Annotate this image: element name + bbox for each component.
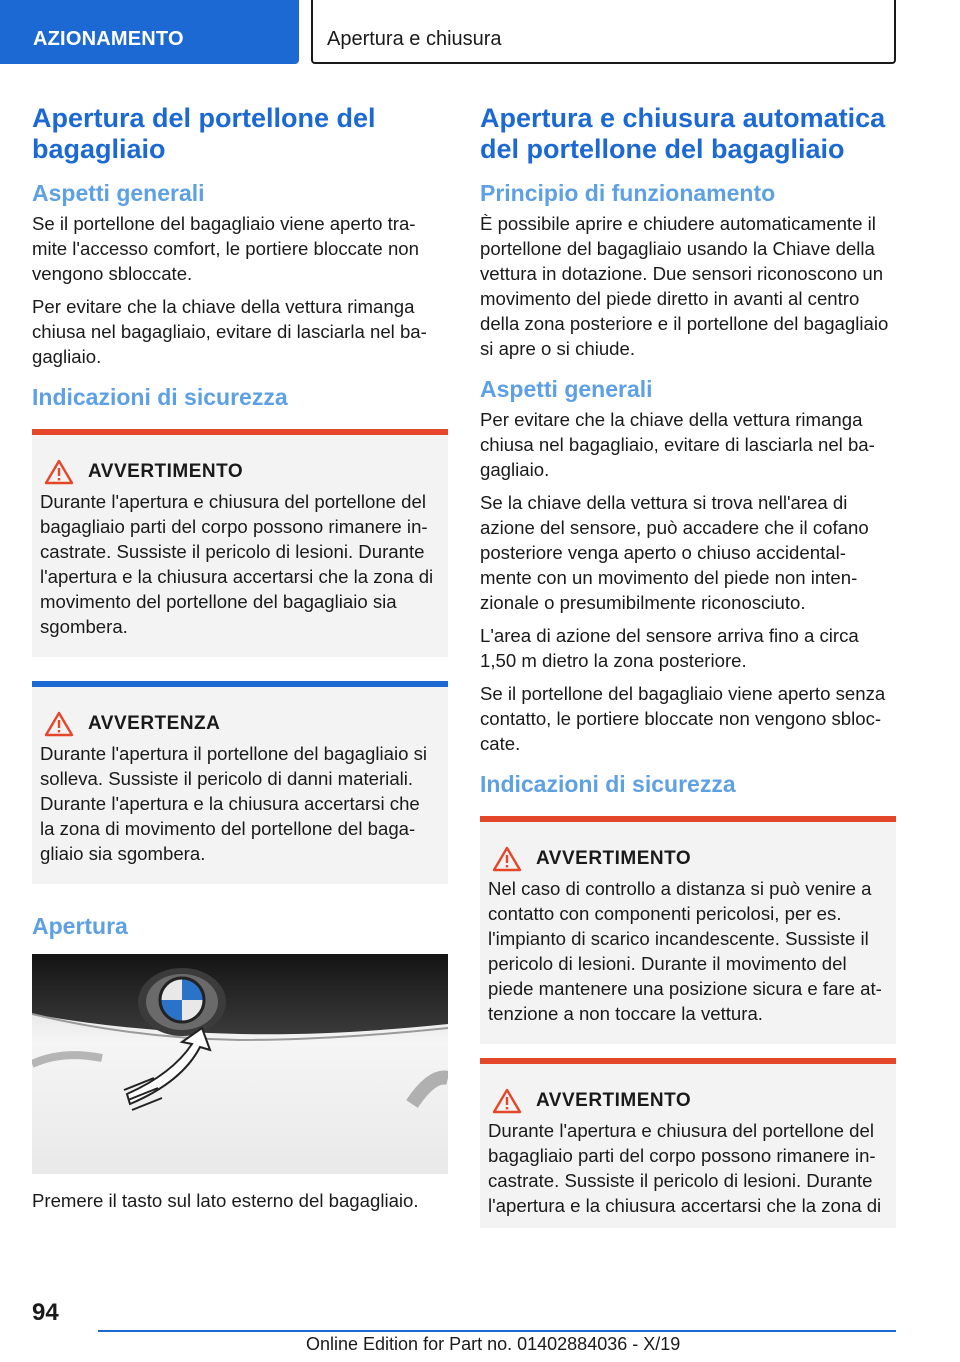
warning-text: Nel caso di controllo a distanza si può venire a contatto con componenti pericolosi, per es. l'impianto di scarico incandescente. Sussiste il pericolo di lesioni. Durante il movimento del piede mantenere una posizione sicura e fare at-tenzione a non toccare la vettura. — [488, 878, 882, 1024]
trunk-photo-illustration — [32, 954, 448, 1174]
section-label: AZIONAMENTO — [33, 28, 184, 50]
warning-title: AVVERTIMENTO — [88, 461, 244, 482]
right-general-paragraph-1: Per evitare che la chiave della vettura rimanga chiusa nel bagagliaio, evitare di lasciarla nel ba-gagliaio. — [480, 409, 875, 480]
caution-title-row — [40, 711, 436, 737]
warning-triangle-icon — [44, 459, 74, 485]
right-general-paragraph-3: L'area di azione del sensore arriva fino a circa 1,50 m dietro la zona posteriore. — [480, 625, 859, 671]
right-general-paragraph-4: Se il portellone del bagagliaio viene aperto senza contatto, le portiere bloccate non vengono sbloc-cate. — [480, 683, 886, 754]
section-tab — [0, 0, 299, 64]
warning-title: AVVERTIMENTO — [536, 848, 692, 869]
warning-box — [480, 816, 896, 1044]
left-general-heading: Aspetti generali — [32, 180, 205, 206]
page-number: 94 — [32, 1299, 59, 1326]
footer-divider — [98, 1330, 896, 1332]
left-safety-heading: Indicazioni di sicurezza — [32, 384, 288, 410]
principle-heading: Principio di funzionamento — [480, 180, 776, 206]
right-general-heading: Aspetti generali — [480, 376, 653, 402]
caution-title: AVVERTENZA — [88, 713, 221, 734]
trunk-button-photo — [32, 954, 448, 1174]
warning-text: Durante l'apertura e chiusura del portellone del bagagliaio parti del corpo possono rimanere in-castrate. Sussiste il pericolo di lesioni. Durante l'apertura e la chiusura accertarsi che la zona di movimento del portellone del bagagliaio sia sgombera. — [40, 491, 434, 637]
left-section-title: Apertura del portellone del bagagliaio — [32, 103, 376, 164]
warning-triangle-icon — [492, 1088, 522, 1114]
warning-title-row — [488, 1088, 884, 1114]
warning-text: Durante l'apertura e chiusura del portellone del bagagliaio parti del corpo possono rimanere in-castrate. Sussiste il pericolo di lesioni. Durante l'apertura e la chiusura accertarsi che la zona di — [488, 1120, 882, 1216]
principle-paragraph: È possibile aprire e chiudere automaticamente il portellone del bagagliaio usando la Chiave della vettura in dotazione. Due sensori riconoscono un movimento del piede diretto in avanti al centro della zona posteriore e il portellone del bagagliaio si apre o si chiude. — [480, 213, 889, 359]
chapter-label: Apertura e chiusura — [327, 28, 502, 50]
warning-box — [480, 1058, 896, 1228]
caution-box — [32, 681, 448, 884]
right-general-paragraph-2: Se la chiave della vettura si trova nell'area di azione del sensore, può accadere che il cofano posteriore venga aperto o chiuso accidental-mente con un movimento del piede non inten-zionale o presumibilmente riconosciuto. — [480, 492, 869, 613]
left-column — [32, 103, 448, 1221]
warning-triangle-icon — [492, 846, 522, 872]
edition-note: Online Edition for Part no. 01402884036 - X/19 — [306, 1334, 681, 1354]
warning-title-row — [488, 846, 884, 872]
photo-caption: Premere il tasto sul lato esterno del bagagliaio. — [32, 1190, 419, 1211]
caution-text: Durante l'apertura il portellone del bagagliaio si solleva. Sussiste il pericolo di danni materiali. Durante l'apertura e la chiusura accertarsi che la zona di movimento del portellone del baga-gliaio sia sgombera. — [40, 743, 428, 864]
left-general-paragraph-2: Per evitare che la chiave della vettura rimanga chiusa nel bagagliaio, evitare di lasciarla nel ba-gagliaio. — [32, 296, 427, 367]
left-general-paragraph-1: Se il portellone del bagagliaio viene aperto tra-mite l'accesso comfort, le portiere bloccate non vengono sbloccate. — [32, 213, 419, 284]
warning-title-row — [40, 459, 436, 485]
warning-triangle-icon — [44, 711, 74, 737]
warning-title: AVVERTIMENTO — [536, 1090, 692, 1111]
right-column — [480, 103, 896, 1228]
chapter-tab — [311, 0, 896, 64]
warning-box — [32, 429, 448, 657]
right-section-title: Apertura e chiusura automatica del portellone del bagagliaio — [480, 103, 886, 164]
right-safety-heading: Indicazioni di sicurezza — [480, 771, 736, 797]
opening-heading: Apertura — [32, 913, 128, 939]
